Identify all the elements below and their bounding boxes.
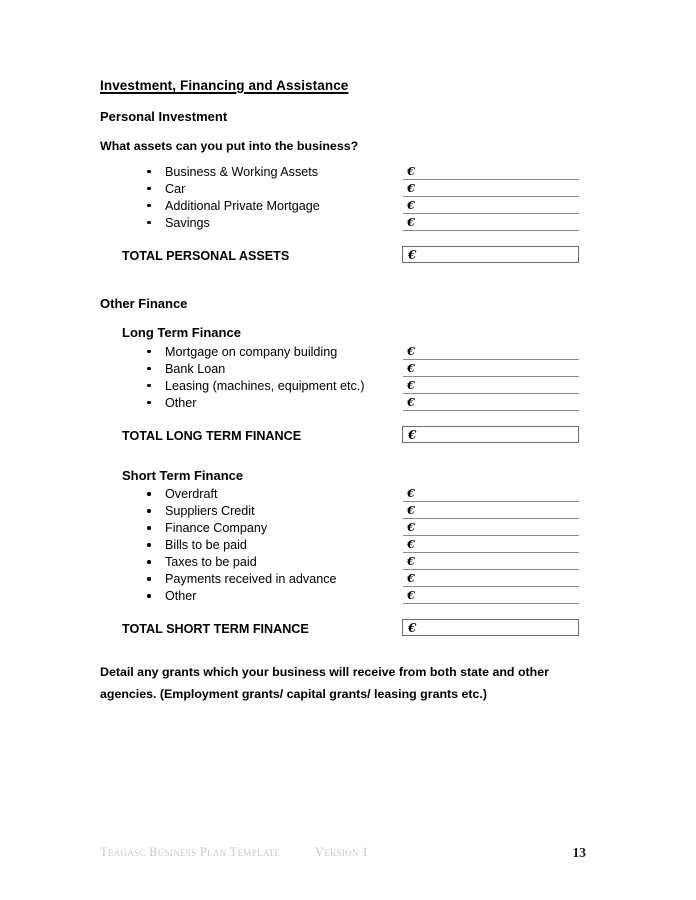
amount-input[interactable] xyxy=(403,379,579,394)
amount-input[interactable] xyxy=(403,182,579,197)
page-title xyxy=(100,78,584,94)
section-heading-personal-investment: Personal Investment xyxy=(100,109,228,125)
list-item xyxy=(100,181,584,198)
euro-icon: € xyxy=(407,180,416,195)
list-item xyxy=(100,215,584,232)
total-amount-input[interactable] xyxy=(402,619,579,636)
list-item xyxy=(100,554,584,571)
total-row-personal-assets xyxy=(100,246,584,266)
amount-input[interactable] xyxy=(403,521,579,536)
euro-icon: € xyxy=(407,394,416,409)
amount-input[interactable] xyxy=(403,487,579,502)
amount-input[interactable] xyxy=(403,345,579,360)
subsection-heading-short-term-finance: Short Term Finance xyxy=(122,467,244,483)
bullet-icon xyxy=(147,577,151,581)
total-amount-input[interactable] xyxy=(402,426,579,443)
amount-input[interactable] xyxy=(403,589,579,604)
bullet-icon xyxy=(147,401,151,405)
closing-instruction xyxy=(100,661,586,705)
list-item xyxy=(100,503,584,520)
euro-icon: € xyxy=(407,343,416,358)
euro-icon: € xyxy=(407,588,416,603)
list-item-label: Bank Loan xyxy=(165,361,226,376)
euro-icon: € xyxy=(407,360,416,375)
list-item xyxy=(100,486,584,503)
bullet-icon xyxy=(147,367,151,371)
question-personal-assets: What assets can you put into the business? xyxy=(100,138,359,153)
list-item-label: Bills to be paid xyxy=(165,538,247,553)
bullet-icon xyxy=(147,221,151,225)
total-label: TOTAL SHORT TERM FINANCE xyxy=(122,622,309,637)
amount-input[interactable] xyxy=(403,199,579,214)
list-item-label: Other xyxy=(165,395,197,410)
bullet-icon xyxy=(147,170,151,174)
euro-icon: € xyxy=(408,621,417,636)
list-item-label: Additional Private Mortgage xyxy=(165,198,320,213)
total-label: TOTAL LONG TERM FINANCE xyxy=(122,428,302,443)
bullet-icon xyxy=(147,560,151,564)
total-amount-input[interactable] xyxy=(402,246,579,263)
list-item xyxy=(100,520,584,537)
amount-input[interactable] xyxy=(403,504,579,519)
total-label: TOTAL PERSONAL ASSETS xyxy=(122,248,290,263)
euro-icon: € xyxy=(407,163,416,178)
page-number: 13 xyxy=(572,845,586,860)
bullet-icon xyxy=(147,492,151,496)
euro-icon: € xyxy=(407,486,416,501)
list-item xyxy=(100,537,584,554)
footer-version: Version 1 xyxy=(315,845,369,859)
bullet-icon xyxy=(147,526,151,530)
bullet-icon xyxy=(147,594,151,598)
closing-line-2: agencies. (Employment grants/ capital grants/ leasing grants etc.) xyxy=(100,687,487,702)
list-item-label: Overdraft xyxy=(165,487,218,502)
amount-input[interactable] xyxy=(403,538,579,553)
subsection-heading-long-term-finance: Long Term Finance xyxy=(122,325,241,341)
euro-icon: € xyxy=(407,197,416,212)
euro-icon: € xyxy=(407,537,416,552)
footer-template-name: Teagasc Business Plan Template xyxy=(100,845,281,859)
list-item-label: Car xyxy=(165,181,186,196)
spacer xyxy=(100,639,584,661)
list-item xyxy=(100,571,584,588)
list-item xyxy=(100,361,584,378)
page-title-text: Investment, Financing and Assistance xyxy=(100,78,349,93)
euro-icon: € xyxy=(407,571,416,586)
bullet-icon xyxy=(147,543,151,547)
section-heading-other-finance: Other Finance xyxy=(100,295,188,311)
total-row-long-term-finance xyxy=(100,426,584,446)
personal-assets-list xyxy=(100,164,584,232)
list-item-label: Finance Company xyxy=(165,521,268,536)
list-item xyxy=(100,164,584,181)
bullet-icon xyxy=(147,187,151,191)
bullet-icon xyxy=(147,204,151,208)
list-item-label: Leasing (machines, equipment etc.) xyxy=(165,378,365,393)
euro-icon: € xyxy=(407,554,416,569)
amount-input[interactable] xyxy=(403,362,579,377)
page-footer xyxy=(100,845,586,865)
spacer xyxy=(100,266,584,296)
list-item xyxy=(100,588,584,605)
spacer xyxy=(100,446,584,468)
long-term-finance-list xyxy=(100,344,584,412)
list-item xyxy=(100,378,584,395)
amount-input[interactable] xyxy=(403,396,579,411)
document-body xyxy=(100,78,584,705)
euro-icon: € xyxy=(407,214,416,229)
bullet-icon xyxy=(147,350,151,354)
total-row-short-term-finance xyxy=(100,619,584,639)
amount-input[interactable] xyxy=(403,555,579,570)
closing-line-1: Detail any grants which your business will receive from both state and other xyxy=(100,665,549,680)
list-item-label: Suppliers Credit xyxy=(165,504,255,519)
bullet-icon xyxy=(147,384,151,388)
euro-icon: € xyxy=(407,520,416,535)
list-item-label: Mortgage on company building xyxy=(165,344,338,359)
list-item xyxy=(100,395,584,412)
euro-icon: € xyxy=(407,503,416,518)
list-item-label: Other xyxy=(165,589,197,604)
short-term-finance-list xyxy=(100,486,584,605)
list-item-label: Savings xyxy=(165,215,210,230)
amount-input[interactable] xyxy=(403,165,579,180)
amount-input[interactable] xyxy=(403,216,579,231)
list-item-label: Payments received in advance xyxy=(165,572,337,587)
euro-icon: € xyxy=(407,377,416,392)
amount-input[interactable] xyxy=(403,572,579,587)
euro-icon: € xyxy=(408,427,417,442)
bullet-icon xyxy=(147,509,151,513)
euro-icon: € xyxy=(408,247,417,262)
list-item xyxy=(100,198,584,215)
list-item xyxy=(100,344,584,361)
list-item-label: Taxes to be paid xyxy=(165,555,257,570)
list-item-label: Business & Working Assets xyxy=(165,164,319,179)
